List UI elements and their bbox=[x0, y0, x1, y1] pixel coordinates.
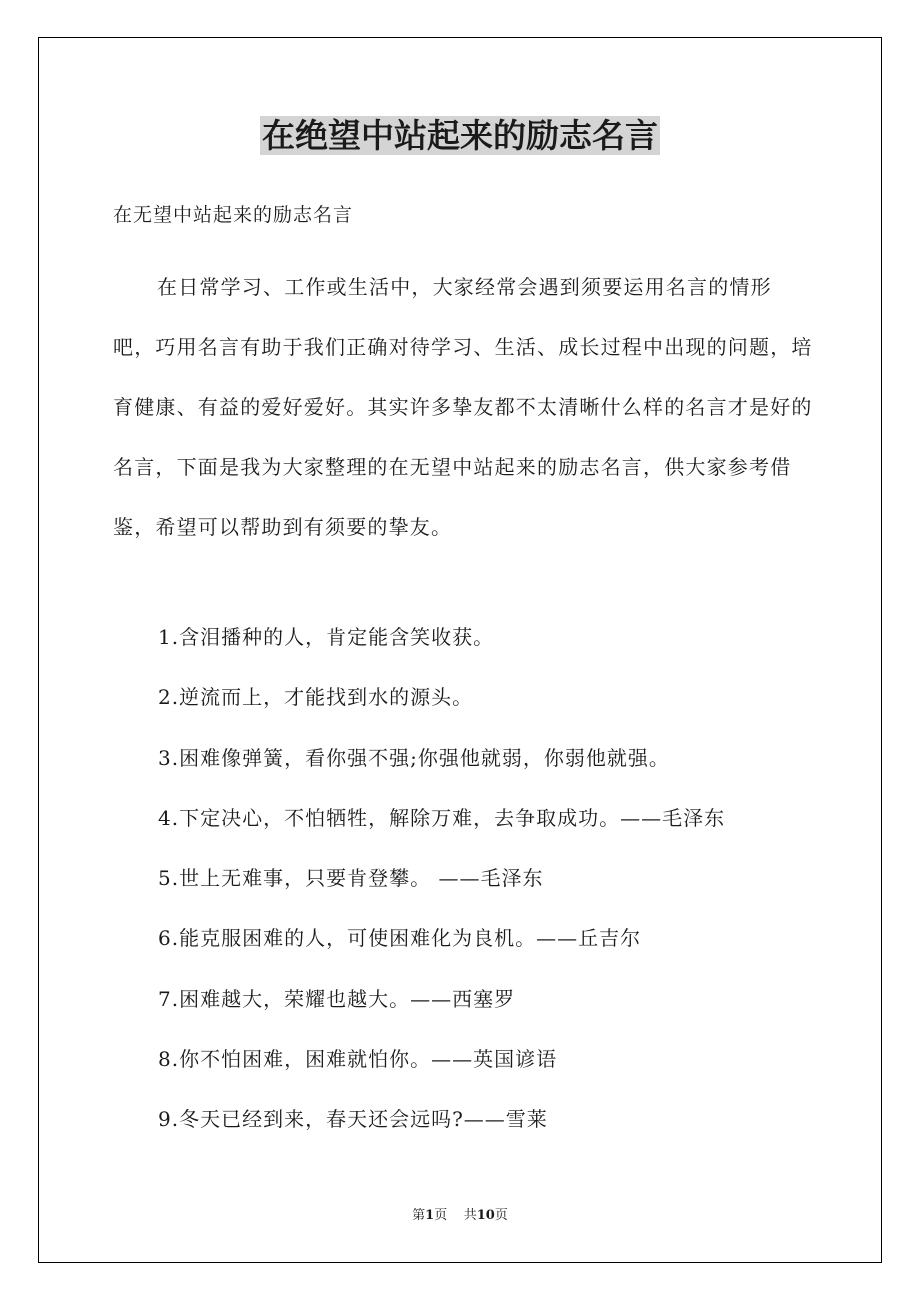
list-item: 9.冬天已经到来，春天还会远吗?——雪莱 bbox=[158, 1107, 548, 1132]
document-title bbox=[0, 114, 920, 158]
list-item: 4.下定决心，不怕牺牲，解除万难，去争取成功。——毛泽东 bbox=[158, 805, 726, 830]
page-suffix: 页 bbox=[434, 1208, 448, 1223]
page-prefix: 第 bbox=[412, 1208, 426, 1223]
list-item: 5.世上无难事，只要肯登攀。 ——毛泽东 bbox=[158, 866, 544, 891]
page-number: 1 bbox=[425, 1208, 435, 1223]
document-subtitle: 在无望中站起来的励志名言 bbox=[113, 204, 354, 226]
list-item: 2.逆流而上，才能找到水的源头。 bbox=[158, 685, 474, 710]
total-prefix: 共 bbox=[463, 1208, 477, 1223]
total-suffix: 页 bbox=[494, 1208, 508, 1223]
list-item: 6.能克服困难的人，可使困难化为良机。——丘吉尔 bbox=[158, 926, 642, 951]
list-item: 3.困难像弹簧，看你强不强;你强他就弱，你弱他就强。 bbox=[158, 745, 670, 770]
list-item: 7.困难越大，荣耀也越大。——西塞罗 bbox=[158, 986, 516, 1011]
quote-list bbox=[158, 619, 725, 1162]
total-pages: 10 bbox=[476, 1208, 495, 1223]
document-title-text: 在绝望中站起来的励志名言 bbox=[262, 116, 658, 155]
list-item: 1.含泪播种的人，肯定能含笑收获。 bbox=[158, 625, 495, 649]
intro-paragraph: 在日常学习、工作或生活中，大家经常会遇到须要运用名言的情形吧，巧用名言有助于我们正确对待学习、生活、成长过程中出现的问题，培育健康、有益的爱好爱好。其实许多挚友都不太清晰什么样的名言才是好的名言，下面是我为大家整理的在无望中站起来的励志名言，供大家参考借鉴，希望可以帮助到有须要的挚友。 bbox=[113, 275, 813, 539]
page-footer bbox=[0, 1206, 920, 1226]
list-item: 8.你不怕困难，困难就怕你。——英国谚语 bbox=[158, 1047, 558, 1072]
